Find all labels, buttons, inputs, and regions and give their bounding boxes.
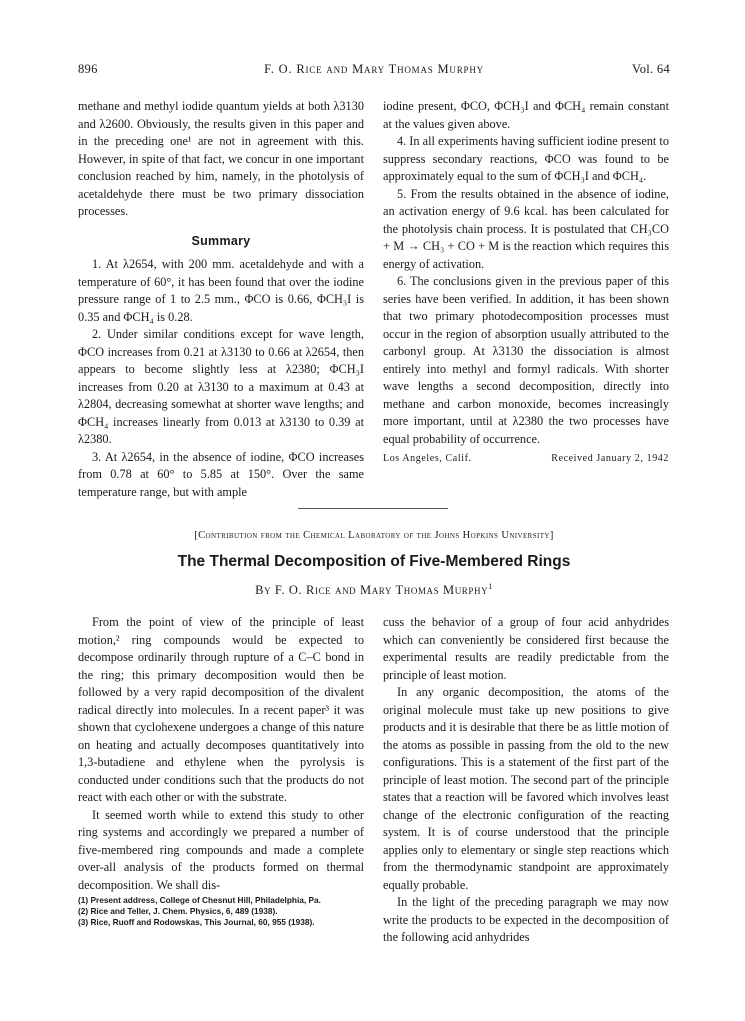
paragraph: From the point of view of the principle of least motion,² ring compounds would be expected to decompose ordinarily through rupture of a C–C bond in the ring; this primary decomposition would then be followed by a very rapid decomposition of the divalent radical directly into molecules. In a recent paper³ it was shown that cyclohexene undergoes a change of this nature on heating and actually decomposes quantitatively into 1,3-butadiene and ethylene when the pyrolysis is conducted under conditions such that the products do not react with each other or with the substrate. [78, 615, 364, 804]
summary-item-6: 6. The conclusions given in the previous paper of this series have been verified. In addition, it has been shown that two primary photodecomposition processes must occur in the region of absorption usually attributed to the carbonyl group. At λ3130 the dissociation is almost entirely into methyl and formyl radicals. With shorter wave lengths a second decomposition, directly into methane and carbon monoxide, becomes increasingly more important, until at λ2380 the two processes have equal probability of occurrence. [383, 274, 669, 446]
article-title: The Thermal Decomposition of Five-Membered Rings [177, 553, 571, 570]
paragraph: In any organic decomposition, the atoms of the original molecule must take up new positions to give products and it is desirable that there be as little motion of the atoms as possible in passing from the old to the new configurations. This is a statement of the first part of the principle of least motion. The second part of the principle states that a reaction will be favored which involves least change of the electronic configuration of the reacting system. It is of course understood that the principle applies only to elementary or single step reactions which from the thermodynamic standpoint are approximately equally probable. [383, 685, 669, 892]
summary-item-5: 5. From the results obtained in the absence of iodine, an activation energy of 9.6 kcal. has been calculated for the photolysis chain process. It is postulated that CH₃CO + M → CH₃ + CO + M is the reaction which requires this energy of activation. [383, 186, 669, 271]
footnote-3: (3) Rice, Ruoff and Rodowskas, This Journal, 60, 955 (1938). [78, 917, 315, 927]
contribution-line: [Contribution from the Chemical Laboratory of the Johns Hopkins University] [194, 530, 554, 541]
volume-label: Vol. 64 [632, 62, 670, 76]
summary-item-3: 3. At λ2654, in the absence of iodine, ΦCO increases from 0.78 at 60° to 5.85 at 150°. Over the same temperature range, but with ample [78, 449, 364, 499]
summary-item-1: 1. At λ2654, with 200 mm. acetaldehyde and with a temperature of 60°, it has been found that over the iodine pressure range of 1 to 2.5 mm., ΦCO is 0.66, ΦCH₃I is 0.35 and ΦCH₄ is 0.28. [78, 257, 364, 324]
signoff-received: Received January 2, 1942 [551, 453, 669, 464]
footnotes [78, 895, 364, 928]
byline [78, 583, 670, 598]
top-right-column [383, 98, 669, 466]
summary-item-2: 2. Under similar conditions except for wave length, ΦCO increases from 0.21 at λ3130 to 0.66 at λ2654, then appears to become slightly less at λ2380; ΦCH₃I increases from 0.20 at λ3130 to a maximum at 0.43 at λ2804, decreasing somewhat at shorter wave lengths; and ΦCH₄ increases linearly from 0.013 at λ3130 to 0.39 at λ2380. [78, 327, 364, 446]
running-title: F. O. Rice and Mary Thomas Murphy [264, 62, 484, 76]
paragraph: cuss the behavior of a group of four acid anhydrides which can conveniently be considered first because the experimental results are readily predictable from the principle of least motion. [383, 615, 669, 682]
byline-footnote-mark: 1 [488, 581, 493, 591]
page-number: 896 [78, 62, 98, 76]
paragraph: It seemed worth while to extend this study to other ring systems and accordingly we prepared a number of five-membered ring compounds and made a complete over-all analysis of the products formed on thermal decomposition. We shall dis- [78, 807, 364, 892]
signoff [383, 450, 669, 466]
signoff-place: Los Angeles, Calif. [383, 453, 472, 464]
footnote-1: (1) Present address, College of Chesnut Hill, Philadelphia, Pa. [78, 895, 321, 905]
paragraph: iodine present, ΦCO, ΦCH₃I and ΦCH₄ remain constant at the values given above. [383, 99, 669, 131]
section-divider [298, 508, 448, 509]
bottom-right-column [383, 614, 669, 947]
footnote-2: (2) Rice and Teller, J. Chem. Physics, 6, 489 (1938). [78, 906, 278, 916]
summary-item-4: 4. In all experiments having sufficient iodine present to suppress secondary reactions, ΦCO was found to be approximately equal to the sum of ΦCH₃I and ΦCH₄. [383, 134, 669, 183]
top-left-column [78, 98, 364, 501]
summary-heading: Summary [191, 233, 251, 248]
byline-text: By F. O. Rice and Mary Thomas Murphy [255, 583, 489, 597]
paragraph: methane and methyl iodide quantum yields at both λ3130 and λ2600. Obviously, the results given in this paper and in the preceding one¹ are not in agreement with this. However, in spite of that fact, we concur in one important conclusion reached by him, namely, in the photolysis of acetaldehyde there must be two primary dissociation processes. [78, 99, 364, 218]
running-header [78, 62, 670, 82]
bottom-left-column [78, 614, 364, 928]
paragraph: In the light of the preceding paragraph we may now write the products to be expected in the decomposition of the following acid anhydrides [383, 895, 669, 944]
